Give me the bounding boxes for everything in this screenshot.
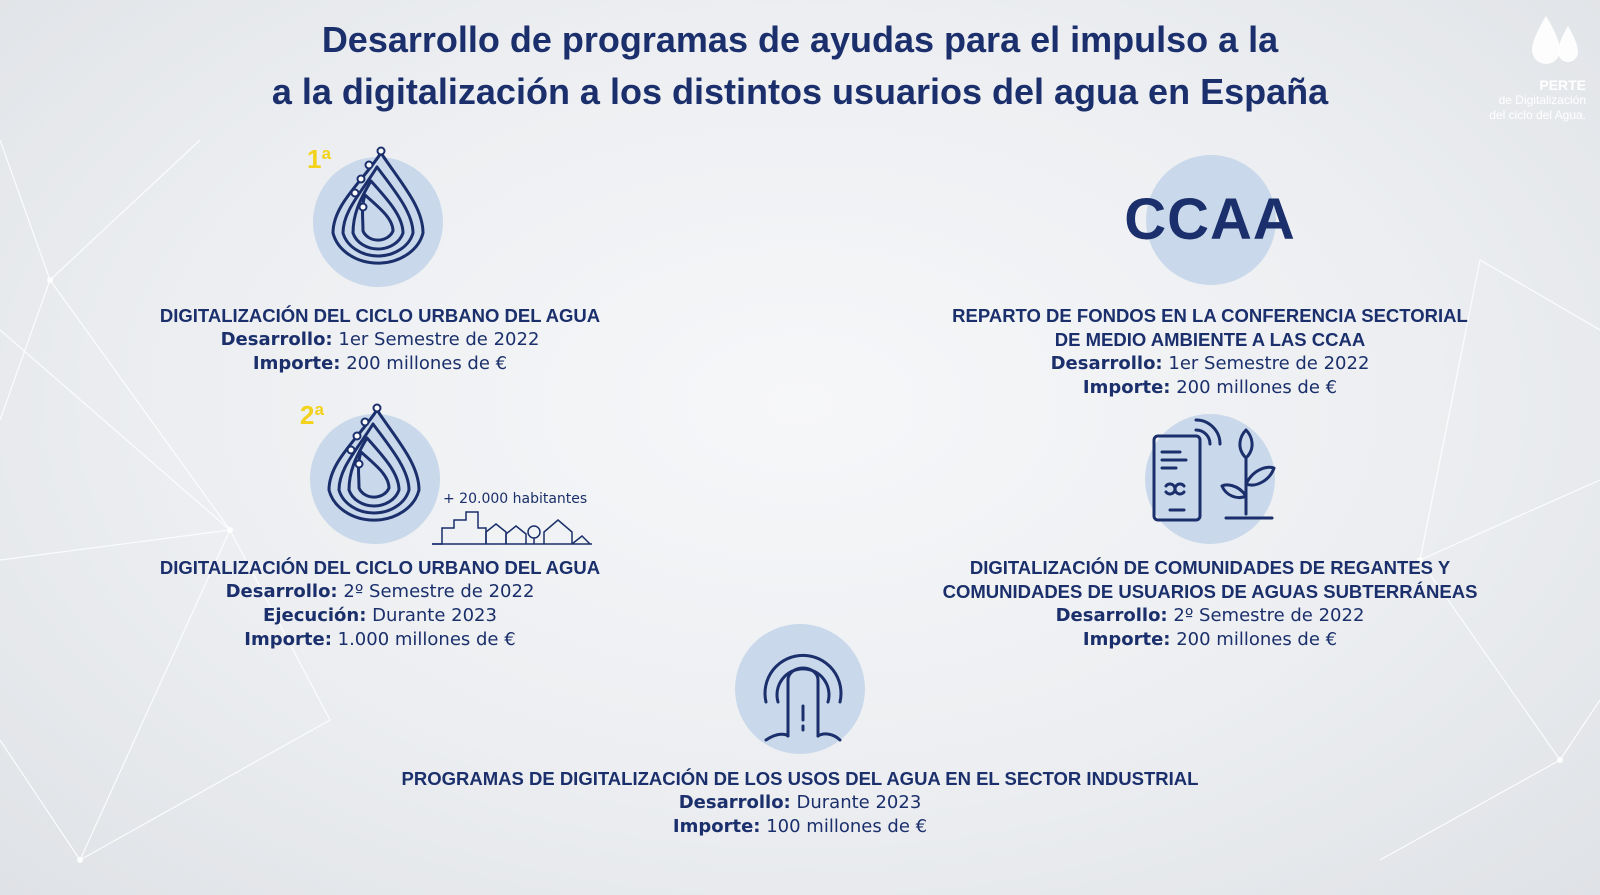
- program-row-importe-3: [890, 376, 1530, 400]
- ccaa-icon-text: CCAA: [1124, 187, 1296, 252]
- industrial-discharge-pipe-icon: [748, 636, 858, 756]
- row-value: 2º Semestre de 2022: [1173, 605, 1365, 626]
- row-value: 1er Semestre de 2022: [338, 329, 540, 350]
- program-block-3: [890, 304, 1530, 400]
- program-row-ejecucion-2: [100, 604, 660, 628]
- city-skyline-icon: [432, 510, 592, 546]
- program-block-1: [100, 304, 660, 376]
- water-drops-logo-icon: [1524, 12, 1586, 74]
- logo-line-2: del ciclo del Agua.: [1489, 108, 1586, 122]
- program-heading-1: DIGITALIZACIÓN DEL CICLO URBANO DEL AGUA: [159, 305, 601, 326]
- program-row-desarrollo-2: [100, 580, 660, 604]
- row-label: Desarrollo:: [1055, 605, 1168, 626]
- program-heading-5: PROGRAMAS DE DIGITALIZACIÓN DE LOS USOS DEL AGUA EN EL SECTOR INDUSTRIAL: [401, 768, 1199, 789]
- row-label: Ejecución:: [263, 605, 367, 626]
- row-label: Desarrollo:: [220, 329, 333, 350]
- badge-2: 2ª: [300, 400, 325, 430]
- row-value: 1.000 millones de €: [337, 629, 516, 650]
- logo-line-1: de Digitalización: [1498, 93, 1586, 107]
- row-label: Importe:: [244, 629, 332, 650]
- row-value: 200 millones de €: [1176, 377, 1338, 398]
- population-note: + 20.000 habitantes: [443, 491, 588, 507]
- row-label: Importe:: [252, 353, 341, 374]
- program-row-importe-2: [100, 628, 660, 652]
- program-row-desarrollo-3: [890, 352, 1530, 376]
- smartphone-plant-icon: [1150, 418, 1280, 528]
- program-heading-2: DIGITALIZACIÓN DEL CICLO URBANO DEL AGUA: [159, 557, 601, 578]
- program-row-importe-1: [100, 352, 660, 376]
- program-block-4: [890, 556, 1530, 652]
- row-label: Desarrollo:: [1050, 353, 1163, 374]
- program-heading-3b: DE MEDIO AMBIENTE A LAS CCAA: [1054, 329, 1366, 350]
- program-row-importe-4: [890, 628, 1530, 652]
- logo-brand: PERTE: [1539, 77, 1586, 93]
- row-value: 2º Semestre de 2022: [343, 581, 535, 602]
- row-value: 1er Semestre de 2022: [1168, 353, 1370, 374]
- water-drop-circuit-icon: [325, 143, 435, 278]
- water-drop-circuit-icon: [321, 400, 431, 535]
- title-line-1: Desarrollo de programas de ayudas para el impulso a la: [321, 19, 1279, 60]
- program-heading-4b: COMUNIDADES DE USUARIOS DE AGUAS SUBTERRÁNEAS: [942, 581, 1478, 602]
- row-value: Durante 2023: [372, 605, 497, 626]
- page-title: [150, 14, 1450, 118]
- row-label: Importe:: [672, 816, 761, 837]
- program-heading-4a: DIGITALIZACIÓN DE COMUNIDADES DE REGANTES Y: [969, 557, 1451, 578]
- row-value: 100 millones de €: [766, 816, 928, 837]
- row-value: 200 millones de €: [346, 353, 508, 374]
- badge-1: 1ª: [307, 144, 332, 174]
- title-line-2: a la digitalización a los distintos usuarios del agua en España: [271, 71, 1329, 112]
- program-row-importe-5: [300, 815, 1300, 839]
- program-block-2: [100, 556, 660, 652]
- row-label: Importe:: [1082, 377, 1171, 398]
- row-value: Durante 2023: [796, 792, 922, 813]
- row-label: Desarrollo:: [678, 792, 791, 813]
- program-row-desarrollo-5: [300, 791, 1300, 815]
- program-row-desarrollo-4: [890, 604, 1530, 628]
- row-label: Importe:: [1082, 629, 1171, 650]
- perte-logo: [1456, 12, 1586, 123]
- row-value: 200 millones de €: [1176, 629, 1338, 650]
- program-heading-3a: REPARTO DE FONDOS EN LA CONFERENCIA SECTORIAL: [952, 305, 1468, 326]
- row-label: Desarrollo:: [225, 581, 338, 602]
- program-block-5: [300, 767, 1300, 839]
- program-row-desarrollo-1: [100, 328, 660, 352]
